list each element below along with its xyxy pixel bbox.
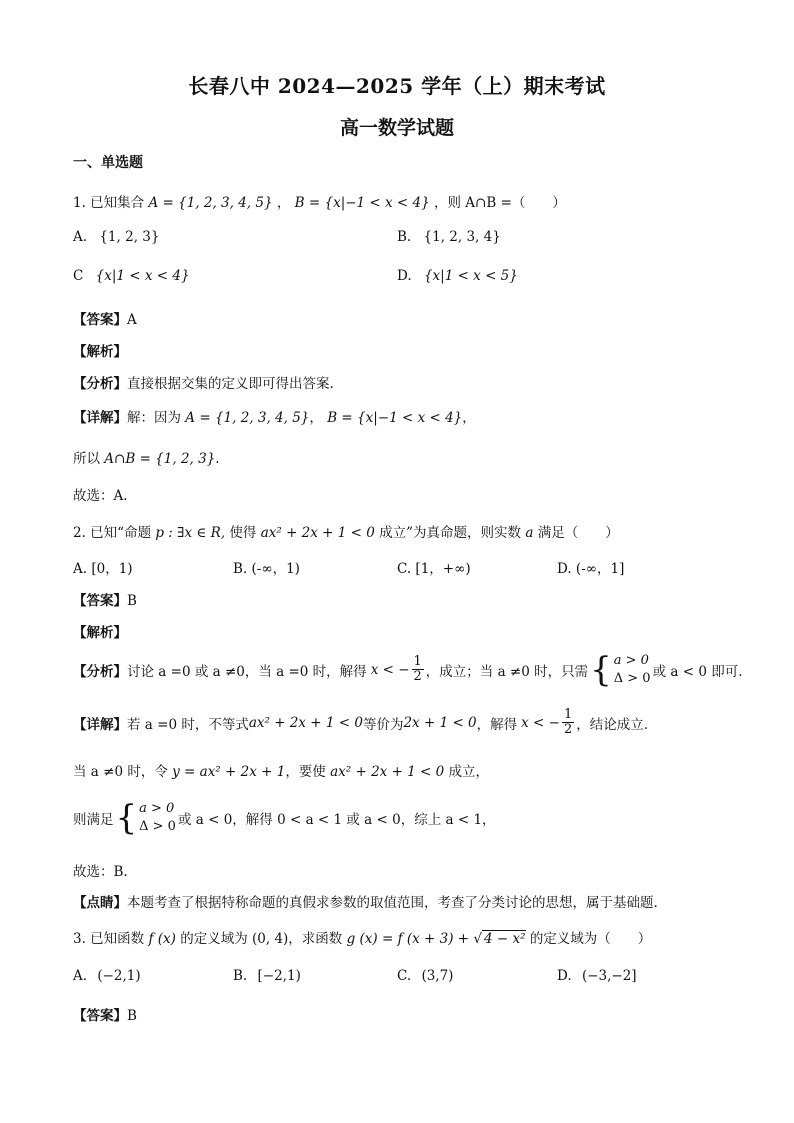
option-value: (3,7) — [421, 968, 454, 984]
option-value: (−2,1) — [97, 968, 141, 984]
q2-choose: 故选：B. — [73, 864, 128, 880]
q3-mid2: ，求函数 — [288, 931, 343, 947]
answer-tag: 【答案】 — [73, 312, 127, 328]
q1-option-d — [397, 268, 518, 284]
frac-den: 2 — [563, 722, 573, 738]
q2-option-d: D. (-∞，1] — [557, 561, 625, 577]
q3-end: 的定义域为（ ） — [529, 931, 652, 947]
frac-den: 2 — [413, 669, 422, 685]
detail-text-4: ，结论成立. — [576, 716, 649, 733]
q2-detail-line-3 — [73, 797, 496, 838]
conclusion-end: . — [215, 451, 220, 467]
detail-text: 解：因为 — [127, 410, 181, 426]
q2-proposition: p : ∃x ∈ R, — [155, 525, 226, 541]
conclusion-expr: A∩B = {1, 2, 3} — [104, 451, 216, 467]
fenxi-text-1: 讨论 a =0 或 a ≠0，当 a =0 时，解得 — [127, 663, 367, 680]
q1-set-b: B = {x|−1 < x < 4} — [294, 195, 430, 211]
fenxi-text: 直接根据交集的定义即可得出答案. — [127, 376, 334, 392]
q2-mid: 使得 — [229, 525, 257, 541]
fenxi-text-3: 或 a < 0 即可. — [652, 663, 743, 680]
q2-inequality: ax² + 2x + 1 < 0 — [260, 525, 375, 541]
option-value: {1, 2, 3} — [99, 229, 160, 245]
q1-option-b — [397, 229, 501, 245]
conclusion-prefix: 所以 — [73, 451, 100, 467]
line2-function: y = ax² + 2x + 1 — [172, 764, 286, 780]
q3-option-d — [557, 968, 637, 984]
fraction-one-half — [412, 655, 424, 685]
option-value: {x|1 < x < 4} — [95, 268, 190, 284]
option-label: C. — [397, 968, 412, 984]
system-brace — [115, 797, 176, 838]
option-value: (−3,−2] — [581, 968, 637, 984]
sys-row-1: a > 0 — [613, 653, 649, 668]
option-label: D. — [557, 968, 572, 984]
q2-dianjing — [73, 891, 658, 911]
q3-mid1: 的定义域为 — [180, 931, 248, 947]
detail-tag: 【详解】 — [73, 716, 127, 733]
answer-tag: 【答案】 — [73, 1008, 127, 1024]
fenxi-x: x < − — [370, 661, 410, 678]
q3-prefix: 3. 已知函数 — [73, 931, 145, 947]
q2-end: 满足（ ） — [537, 525, 619, 541]
sys-row-2: Δ > 0 — [613, 670, 651, 686]
q2-suffix: 成立”为真命题，则实数 — [379, 525, 522, 541]
option-label: A. — [73, 229, 88, 245]
option-value: {1, 2, 3, 4} — [423, 229, 501, 245]
fraction-one-half — [562, 708, 574, 738]
q2-answer — [73, 589, 137, 609]
option-label: B. — [397, 229, 412, 245]
system-brace — [590, 649, 651, 690]
q1-set-a: A = {1, 2, 3, 4, 5} — [148, 195, 273, 211]
frac-num: 1 — [413, 653, 422, 669]
question-3 — [73, 927, 651, 947]
detail-text-1: 若 a =0 时，不等式 — [127, 716, 249, 733]
option-label: D. — [397, 268, 412, 284]
line2-text-2: ，要使 — [285, 764, 326, 780]
dianjing-tag: 【点睛】 — [73, 895, 127, 911]
q1-option-a — [73, 229, 159, 245]
frac-num: 1 — [563, 707, 573, 722]
q1-question: ，则 A∩B =（ ） — [434, 195, 566, 211]
q1-sep: ， — [276, 195, 291, 211]
detail-text-2: 等价为 — [362, 716, 404, 733]
exam-subtitle: 高一数学试题 — [339, 117, 454, 139]
sys-row-2: Δ > 0 — [139, 818, 176, 834]
option-label: A. — [73, 968, 88, 984]
answer-tag: 【答案】 — [73, 593, 127, 609]
q3-domain: (0, 4) — [252, 931, 289, 947]
q3-option-c — [397, 968, 453, 984]
detail-set-a: A = {1, 2, 3, 4, 5} — [185, 410, 310, 426]
detail-inequality-2: 2x + 1 < 0 — [403, 714, 477, 731]
detail-inequality: ax² + 2x + 1 < 0 — [248, 714, 363, 731]
line2-inequality: ax² + 2x + 1 < 0 — [330, 764, 445, 780]
q2-detail — [73, 708, 648, 738]
line3-text-1: 则满足 — [73, 811, 114, 828]
q3-option-b — [233, 968, 301, 984]
question-2 — [73, 521, 619, 541]
q1-choose: 故选：A. — [73, 488, 128, 504]
option-value: {x|1 < x < 5} — [423, 268, 518, 284]
option-label: B. — [233, 968, 248, 984]
q3-fx: f (x) — [148, 931, 176, 947]
q1-prefix: 1. 已知集合 — [73, 195, 145, 211]
q1-option-c — [73, 268, 190, 284]
question-1 — [73, 191, 566, 211]
q2-prefix: 2. 已知“命题 — [73, 525, 152, 541]
q1-conclusion — [73, 447, 220, 467]
detail-set-b: B = {x|−1 < x < 4} — [327, 410, 463, 426]
line2-text-1: 当 a ≠0 时，令 — [73, 764, 168, 780]
q3-gx: g (x) = f (x + 3) + — [346, 931, 470, 947]
q3-answer — [73, 1004, 137, 1024]
sqrt-radicand: 4 − x² — [484, 931, 526, 947]
q3-option-a — [73, 968, 141, 984]
q2-option-c: C. [1，+∞) — [397, 561, 471, 577]
q1-analysis-tag: 【解析】 — [73, 344, 127, 360]
detail-sep: ， — [309, 410, 323, 426]
exam-title: 长春八中 2024—2025 学年（上）期末考试 — [188, 74, 606, 98]
detail-tag: 【详解】 — [73, 410, 127, 426]
q1-answer — [73, 308, 137, 328]
q2-var-a: a — [525, 525, 534, 541]
sys-row-1: a > 0 — [139, 801, 175, 816]
q3-sqrt: √ 4 − x² — [473, 931, 526, 947]
q1-detail — [73, 406, 476, 426]
option-value: [−2,1) — [257, 968, 301, 984]
fenxi-text-2: ，成立；当 a ≠0 时，只需 — [425, 663, 589, 680]
answer-value: B — [127, 593, 137, 609]
brace-icon: { — [115, 797, 138, 838]
line2-text-3: 成立， — [448, 764, 490, 780]
fenxi-tag: 【分析】 — [73, 376, 127, 392]
answer-value: A — [127, 312, 137, 328]
q2-option-b: B. (-∞，1) — [233, 561, 300, 577]
q2-detail-line-2 — [73, 760, 489, 780]
q1-fenxi — [73, 372, 334, 392]
option-label: C — [73, 268, 84, 284]
detail-x: x < − — [521, 714, 560, 731]
brace-icon: { — [590, 649, 612, 690]
dianjing-text: 本题考查了根据特称命题的真假求参数的取值范围，考查了分类讨论的思想，属于基础题. — [127, 895, 658, 911]
q2-analysis-tag: 【解析】 — [73, 625, 127, 641]
q2-fenxi — [73, 649, 743, 690]
answer-value: B — [127, 1008, 137, 1024]
fenxi-tag: 【分析】 — [73, 663, 127, 680]
detail-end: ， — [462, 410, 476, 426]
detail-text-3: ，解得 — [476, 716, 518, 733]
q2-option-a: A. [0，1) — [73, 561, 133, 577]
line3-text-2: 或 a < 0，解得 0 < a < 1 或 a < 0，综上 a < 1， — [177, 811, 496, 828]
section-heading: 一、单选题 — [73, 155, 143, 171]
